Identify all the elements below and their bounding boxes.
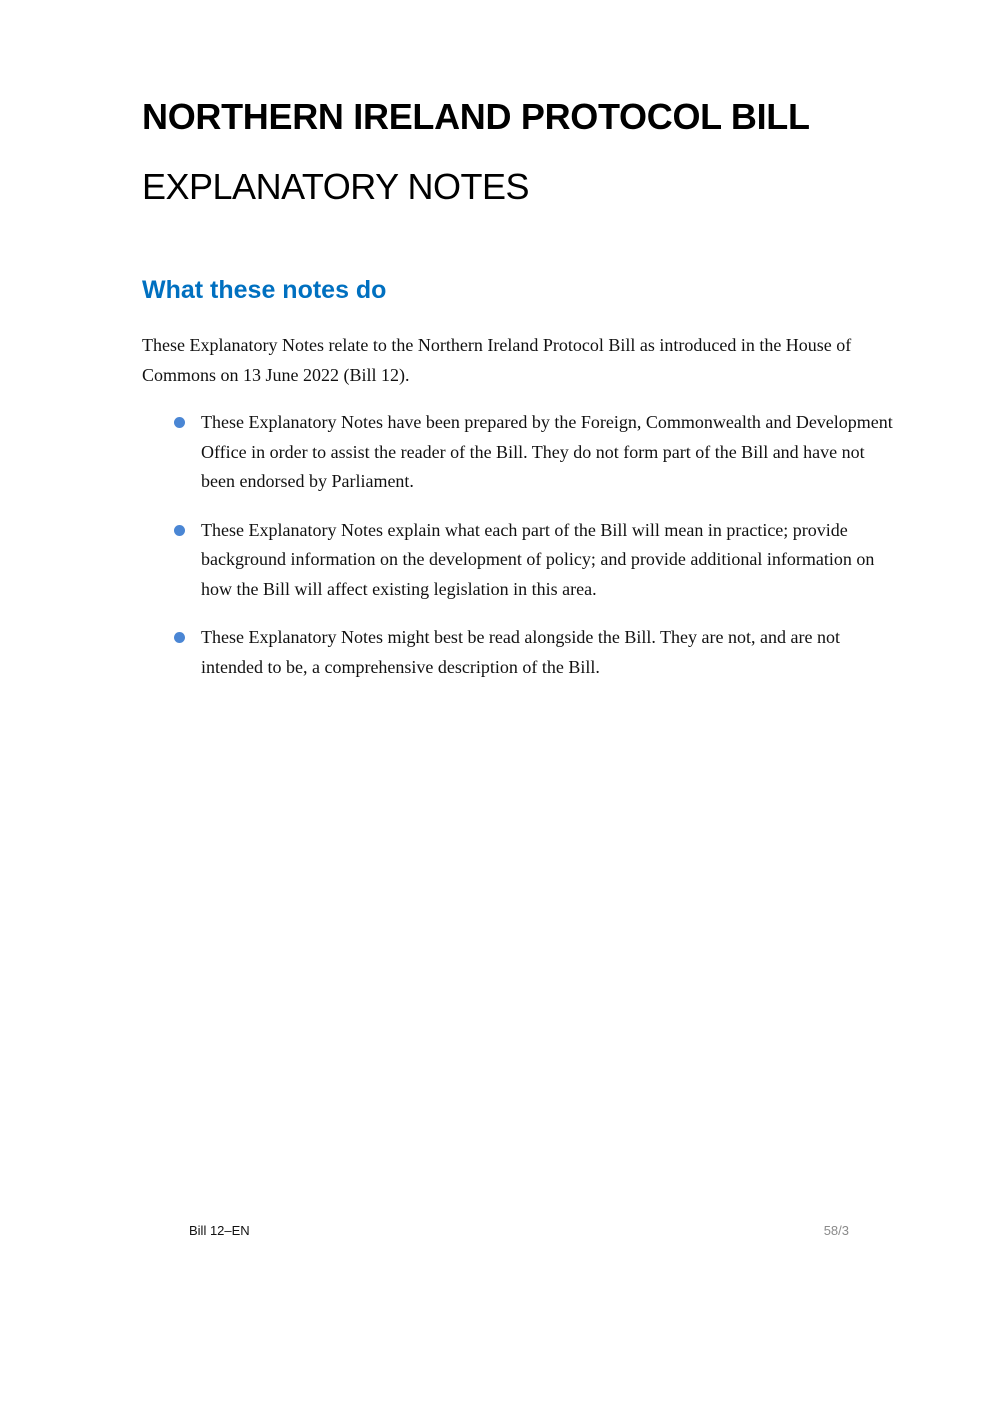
bullet-list	[142, 408, 902, 701]
document-title: NORTHERN IRELAND PROTOCOL BILL	[142, 96, 810, 137]
bullet-text: These Explanatory Notes have been prepared by the Foreign, Commonwealth and Development Office in order to assist the reader of the Bill. They do not form part of the Bill and have not been endorsed by Parliament.	[201, 412, 893, 491]
document-subtitle: EXPLANATORY NOTES	[142, 166, 529, 207]
bullet-dot-icon	[174, 632, 185, 643]
bullet-text: These Explanatory Notes explain what each part of the Bill will mean in practice; provide background information on the development of policy; and provide additional information on how the Bill will affect existing legislation in this area.	[201, 519, 875, 599]
footer-bill-reference: Bill 12–EN	[189, 1223, 250, 1238]
bullet-item	[142, 516, 902, 605]
bullet-item	[142, 623, 902, 682]
bullet-dot-icon	[174, 417, 185, 428]
bullet-item	[142, 408, 902, 497]
intro-paragraph: These Explanatory Notes relate to the Northern Ireland Protocol Bill as introduced in the House of Commons on 13 June 2022 (Bill 12).	[142, 335, 852, 385]
section-heading: What these notes do	[142, 276, 387, 304]
bullet-dot-icon	[174, 525, 185, 536]
bullet-text: These Explanatory Notes might best be read alongside the Bill. They are not, and are not intended to be, a comprehensive description of the Bill.	[201, 627, 840, 677]
footer-page-code: 58/3	[823, 1223, 849, 1238]
